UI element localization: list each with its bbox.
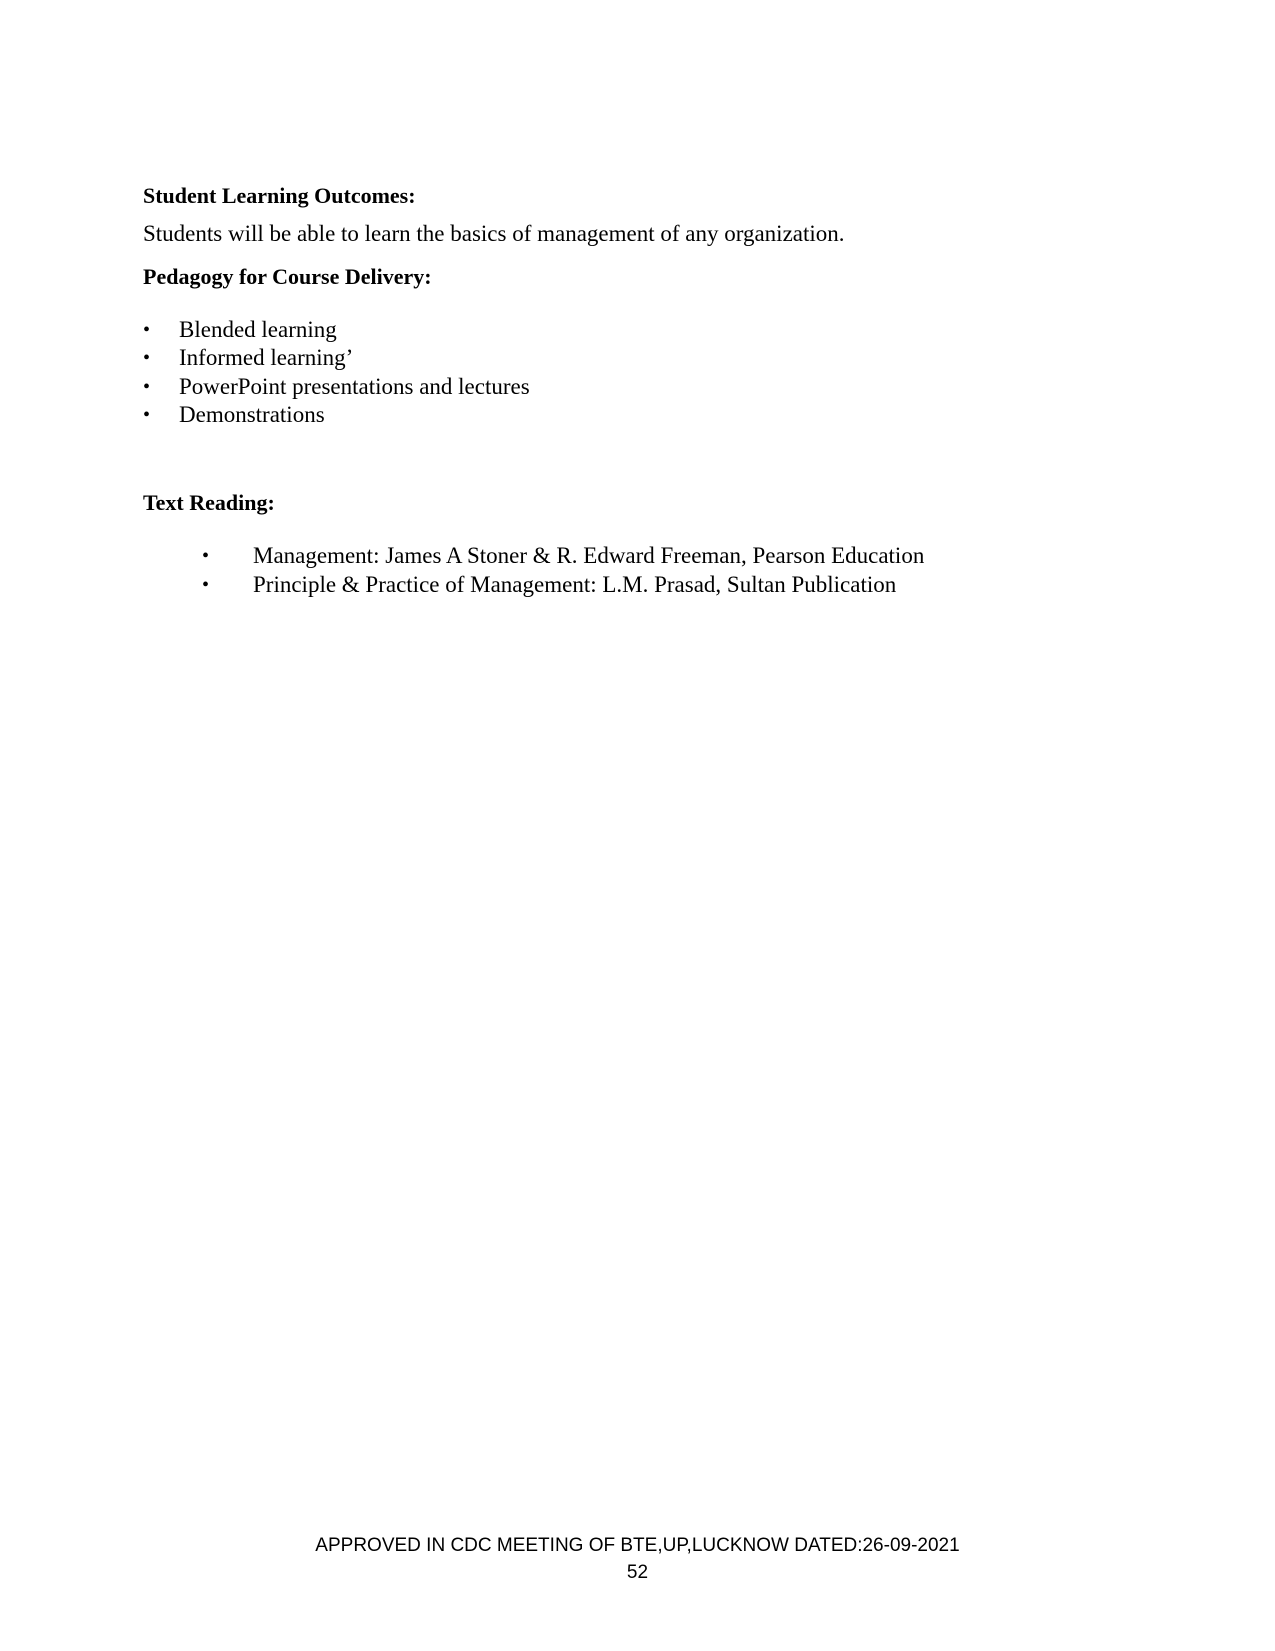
list-item-text: Principle & Practice of Management: L.M. Prasad, Sultan Publication bbox=[253, 572, 897, 597]
list-item bbox=[143, 401, 530, 429]
list-item bbox=[143, 344, 530, 372]
list-item bbox=[198, 542, 924, 571]
list-item bbox=[143, 316, 530, 344]
list-item-text: Demonstrations bbox=[179, 401, 325, 427]
bullet-icon: • bbox=[143, 375, 151, 398]
list-item-text: Blended learning bbox=[179, 317, 337, 342]
list-item bbox=[198, 571, 924, 600]
bullet-icon: • bbox=[143, 403, 151, 426]
bullet-icon: • bbox=[202, 574, 210, 596]
page-number: 52 bbox=[626, 1562, 649, 1583]
list-item-text: PowerPoint presentations and lectures bbox=[179, 373, 530, 399]
bullet-icon: • bbox=[202, 545, 210, 567]
reading-heading: Text Reading: bbox=[143, 490, 275, 515]
bullet-icon: • bbox=[143, 319, 151, 341]
outcomes-text: Students will be able to learn the basics of management of any organization. bbox=[143, 221, 845, 246]
outcomes-heading: Student Learning Outcomes: bbox=[143, 183, 416, 208]
reading-list bbox=[198, 542, 924, 600]
approval-footer: APPROVED IN CDC MEETING OF BTE,UP,LUCKNOW DATED:26-09-2021 bbox=[315, 1535, 960, 1556]
pedagogy-list bbox=[143, 316, 530, 429]
pedagogy-heading: Pedagogy for Course Delivery: bbox=[143, 264, 432, 289]
list-item-text: Management: James A Stoner & R. Edward Freeman, Pearson Education bbox=[253, 543, 925, 568]
list-item bbox=[143, 373, 530, 401]
bullet-icon: • bbox=[143, 347, 151, 370]
list-item-text: Informed learning’ bbox=[179, 345, 354, 371]
